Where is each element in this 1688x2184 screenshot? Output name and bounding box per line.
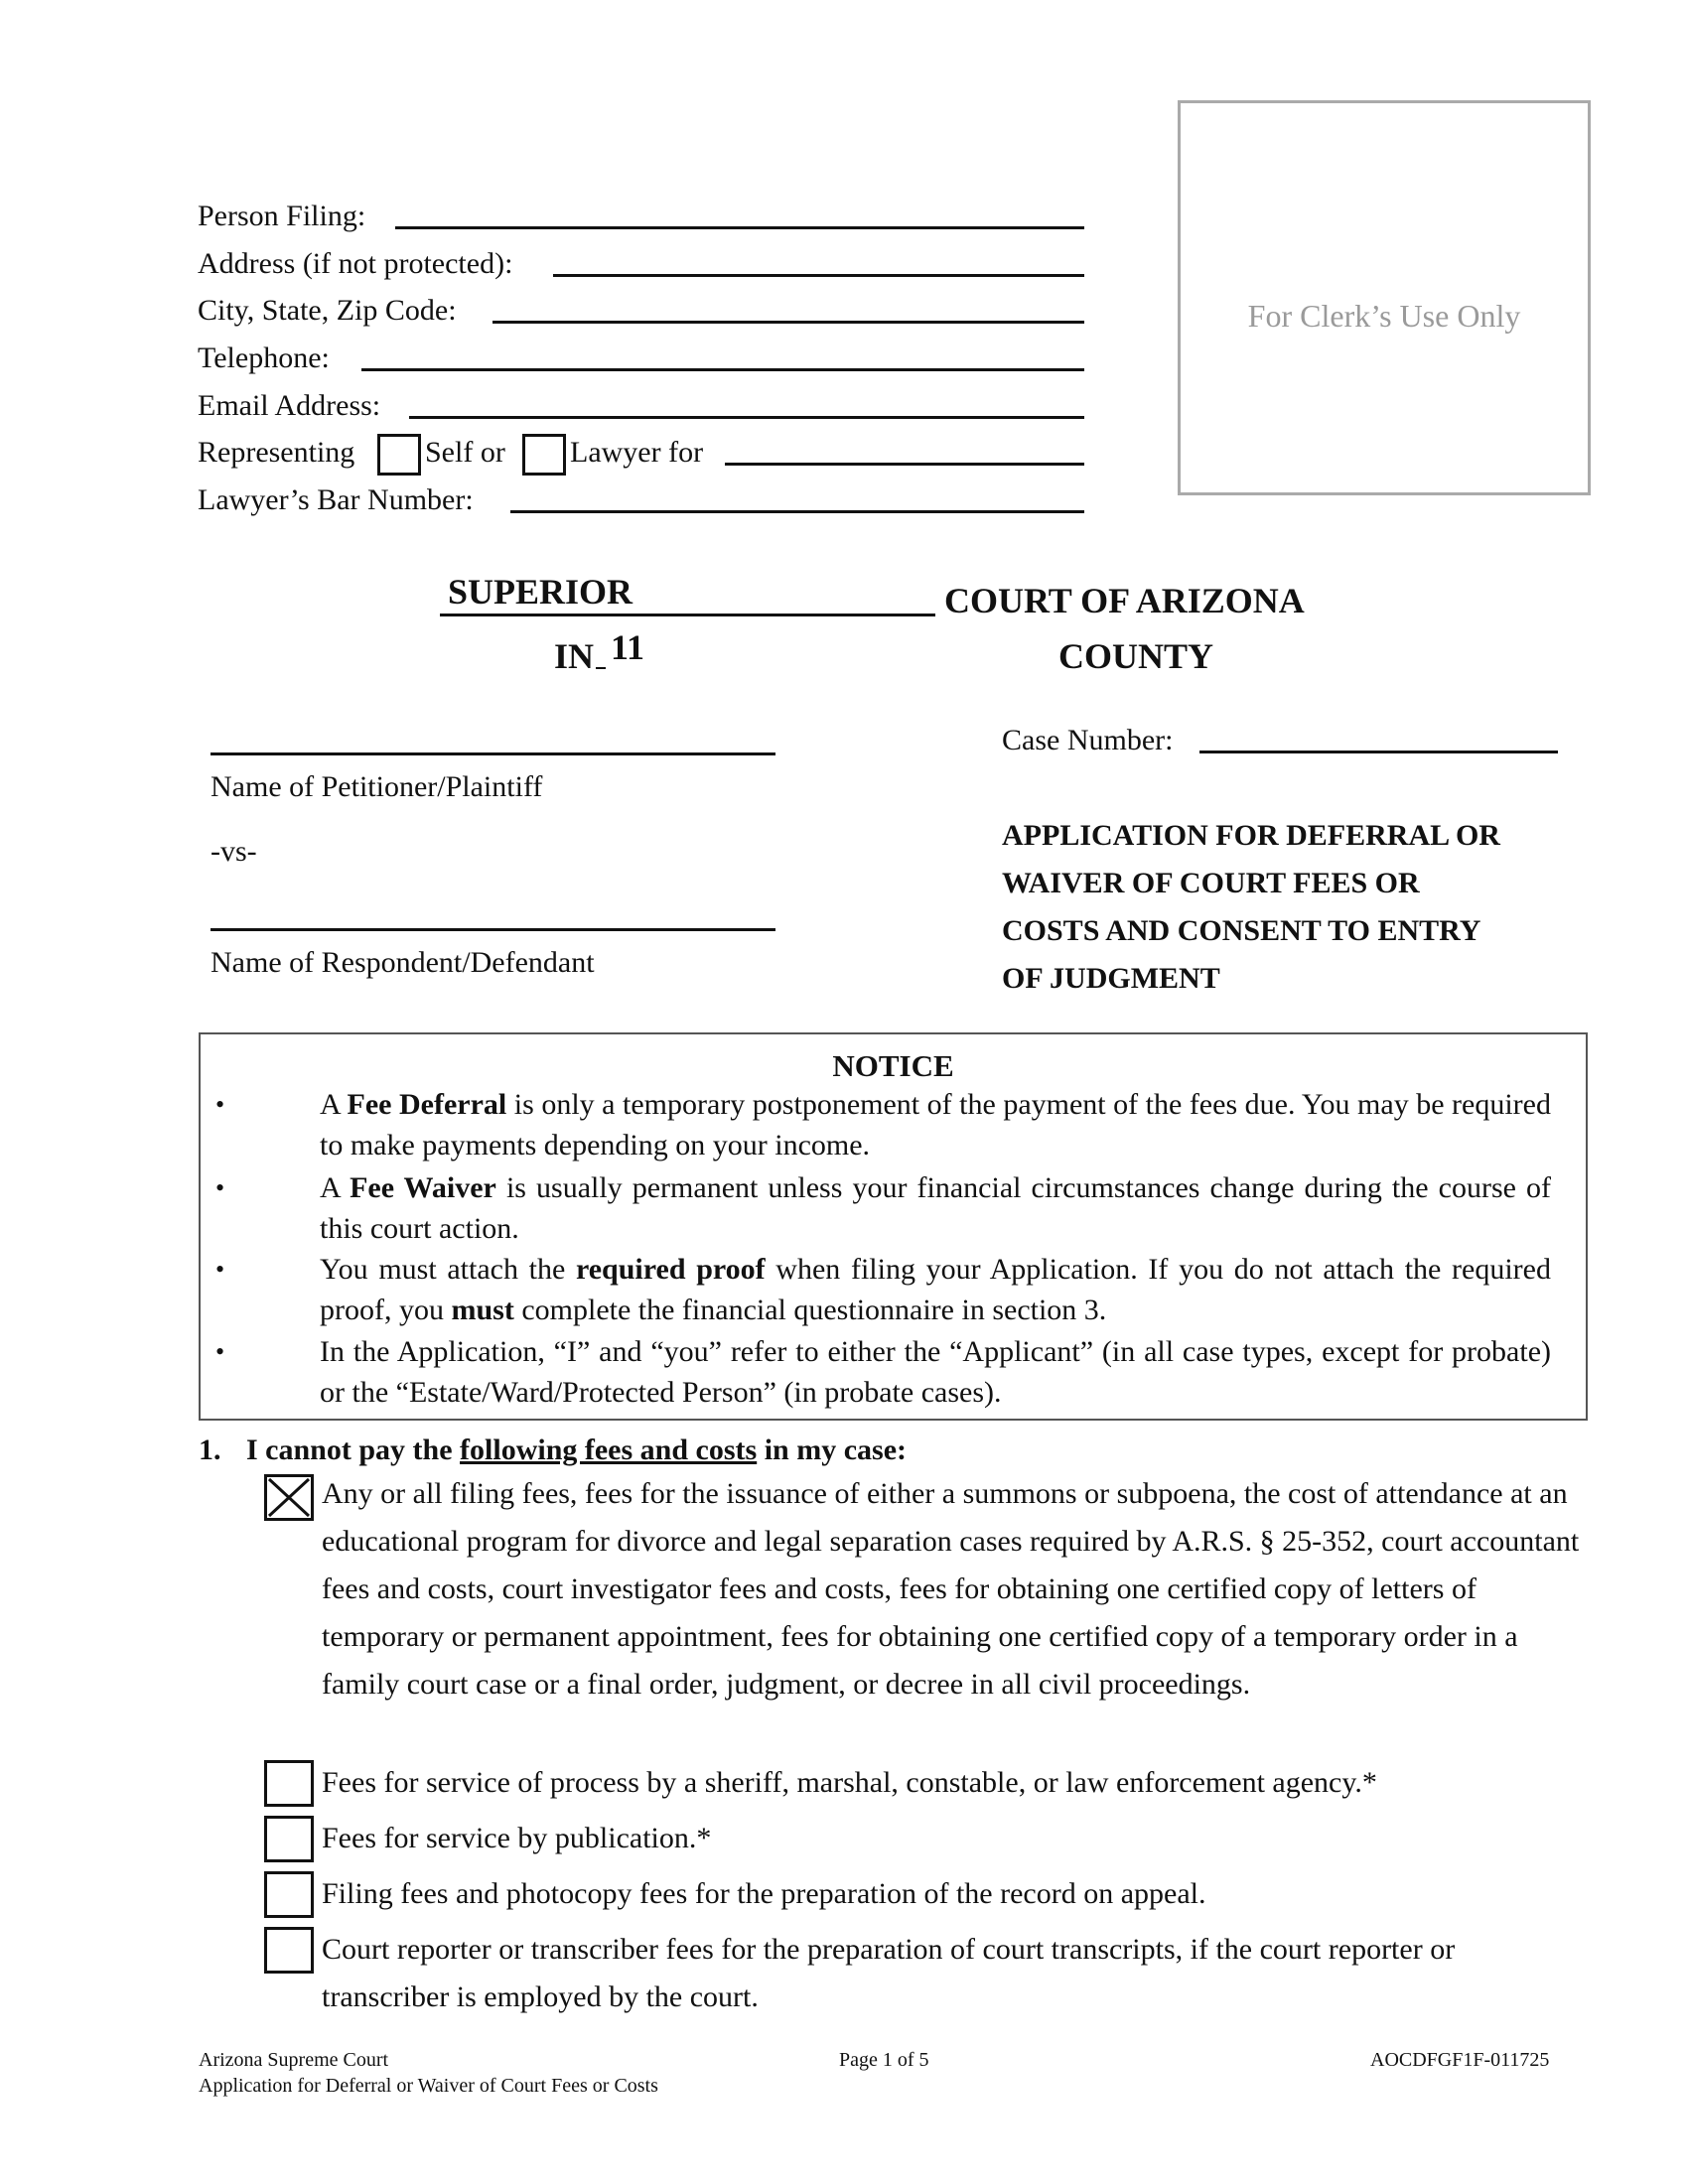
address-field[interactable] <box>553 274 1084 277</box>
section-1-heading: 1. I cannot pay the following fees and costs in my case: <box>199 1433 908 1466</box>
footer-left <box>199 2047 658 2099</box>
fee-waiver-term: Fee Waiver <box>350 1171 496 1204</box>
fee-option-text: Court reporter or transcriber fees for the preparation of court transcripts, if the court reporter or transcriber is employed by the court. <box>322 1933 1456 2013</box>
clerk-use-text: For Clerk’s Use Only <box>1247 298 1521 334</box>
fee-option-text: Any or all filing fees, fees for the issuance of either a summons or subpoena, the cost of attendance at an educational program for divorce and legal separation cases required by A.R.S. § 25-352, court accountant fees and costs, court investigator fees and costs, fees for obtaining one certified copy of letters of temporary or permanent appointment, fees for obtaining one certified copy of a temporary order in a family court case or a final order, judgment, or decree in all civil proceedings. <box>322 1477 1580 1701</box>
bar-number-field[interactable] <box>510 510 1084 513</box>
respondent-label: Name of Respondent/Defendant <box>211 946 595 979</box>
petitioner-label: Name of Petitioner/Plaintiff <box>211 770 543 803</box>
bullet-icon: • <box>215 1090 225 1119</box>
check-x-icon <box>267 1477 311 1518</box>
respondent-field[interactable] <box>211 928 775 931</box>
lawyer-for-field[interactable] <box>725 463 1084 466</box>
bullet-icon: • <box>215 1173 225 1202</box>
fee-option-text: Fees for service by publication.* <box>322 1822 712 1854</box>
email-label: Email Address: <box>198 389 381 422</box>
vs-label: -vs- <box>211 835 257 868</box>
county-label: COUNTY <box>1058 636 1214 676</box>
case-number-label: Case Number: <box>1002 724 1174 756</box>
fee-option-text: Filing fees and photocopy fees for the preparation of the record on appeal. <box>322 1877 1206 1910</box>
case-number-field[interactable] <box>1199 751 1558 753</box>
fee-option-checkbox-publication[interactable] <box>264 1816 314 1862</box>
city-state-zip-label: City, State, Zip Code: <box>198 294 457 327</box>
court-of-arizona-heading: COURT OF ARIZONA <box>944 581 1305 620</box>
city-state-zip-field[interactable] <box>492 321 1084 324</box>
lawyer-checkbox[interactable] <box>522 434 566 476</box>
document-title <box>1002 812 1500 1003</box>
address-label: Address (if not protected): <box>198 247 513 280</box>
document-title-line: WAIVER OF COURT FEES OR <box>1002 867 1420 899</box>
form-code: AOCDFGF1F-011725 <box>1370 2049 1550 2071</box>
fee-option-checkbox-appeal-record[interactable] <box>264 1871 314 1918</box>
document-title-line: APPLICATION FOR DEFERRAL OR <box>1002 819 1500 852</box>
footer-form-title: Application for Deferral or Waiver of Court Fees or Costs <box>199 2075 658 2097</box>
telephone-label: Telephone: <box>198 341 330 374</box>
bar-number-label: Lawyer’s Bar Number: <box>198 483 474 516</box>
fee-option-text: Fees for service of process by a sheriff, marshal, constable, or law enforcement agency.* <box>322 1766 1377 1799</box>
in-label: IN <box>554 636 595 676</box>
fee-deferral-term: Fee Deferral <box>347 1088 507 1121</box>
court-name[interactable]: SUPERIOR <box>448 572 633 612</box>
county-value[interactable]: 11 <box>611 627 645 667</box>
self-checkbox[interactable] <box>377 434 421 476</box>
notice-title: NOTICE <box>832 1048 954 1083</box>
representing-label: Representing <box>198 436 355 469</box>
document-title-line: COSTS AND CONSENT TO ENTRY <box>1002 914 1481 947</box>
notice-bullet: • You must attach the required proof when filing your Application. If you do not attach the required proof, you must complete the financial questionnaire in section 3. <box>270 1249 1551 1330</box>
footer-court: Arizona Supreme Court <box>199 2049 389 2071</box>
document-title-line: OF JUDGMENT <box>1002 962 1220 995</box>
lawyer-for-label: Lawyer for <box>570 436 704 469</box>
person-filing-field[interactable] <box>395 226 1084 229</box>
notice-bullet: • A Fee Waiver is usually permanent unless your financial circumstances change during the course of this court action. <box>270 1167 1551 1249</box>
petitioner-field[interactable] <box>211 752 775 755</box>
section-number: 1. <box>199 1433 221 1466</box>
email-field[interactable] <box>409 416 1084 419</box>
notice-bullet: • In the Application, “I” and “you” refer to either the “Applicant” (in all case types, except for probate) or the “Estate/Ward/Protected Person” (in probate cases). <box>270 1331 1551 1413</box>
bullet-icon: • <box>215 1337 225 1366</box>
fee-option-checkbox-service-process[interactable] <box>264 1760 314 1807</box>
telephone-field[interactable] <box>361 368 1084 371</box>
page-number: Page 1 of 5 <box>839 2049 929 2071</box>
bullet-icon: • <box>215 1255 225 1284</box>
fee-option-checkbox-transcripts[interactable] <box>264 1927 314 1974</box>
county-field-line <box>596 667 606 669</box>
court-name-line <box>440 614 935 616</box>
notice-bullet: • A Fee Deferral is only a temporary postponement of the payment of the fees due. You may be required to make payments depending on your income. <box>270 1084 1551 1165</box>
clerk-use-box <box>1178 100 1591 495</box>
fee-option-checkbox-filing[interactable] <box>264 1474 314 1521</box>
person-filing-label: Person Filing: <box>198 200 366 232</box>
notice-box <box>199 1032 1588 1421</box>
self-or-label: Self or <box>425 436 505 469</box>
